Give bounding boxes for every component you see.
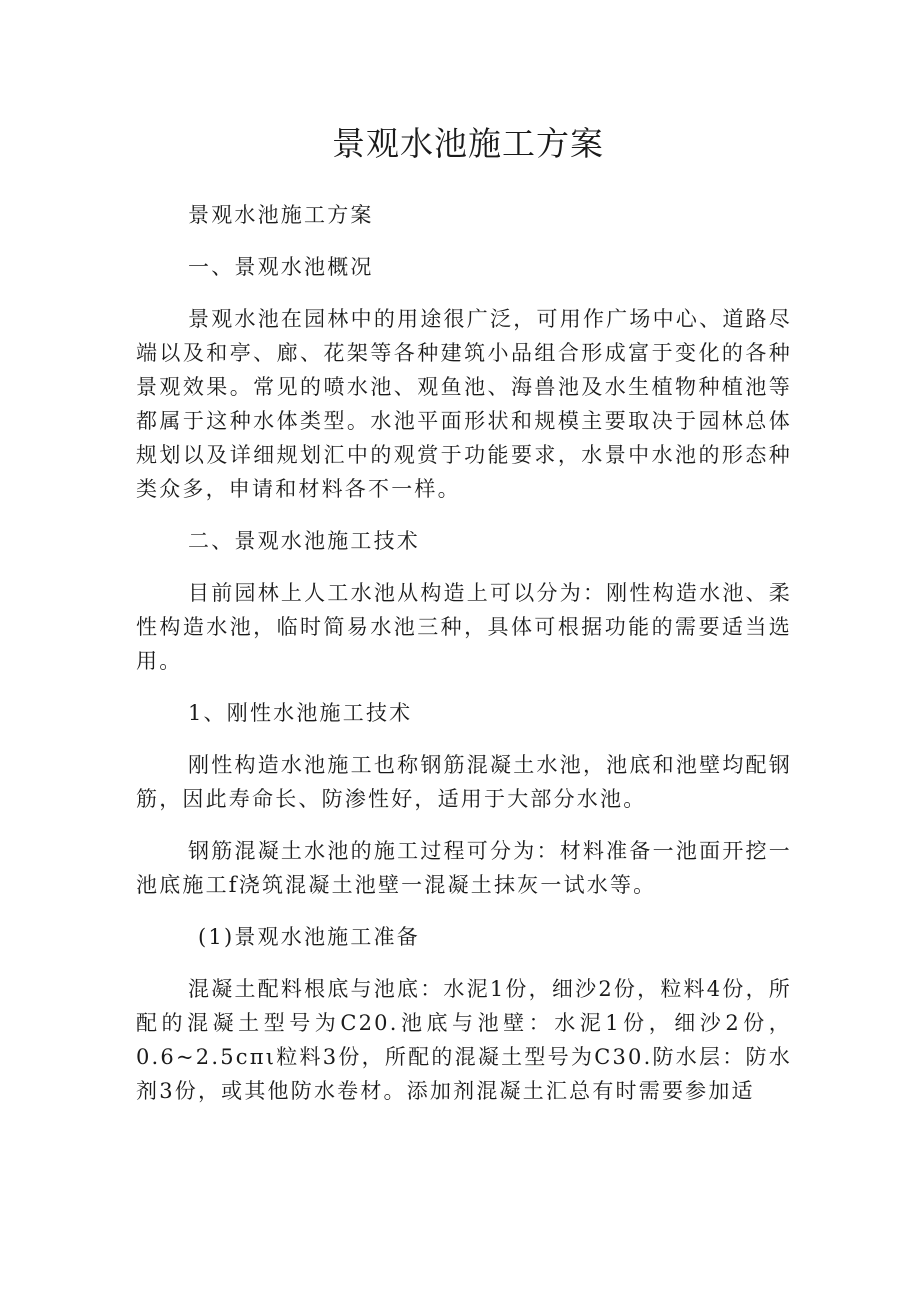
document-subtitle: 景观水池施工方案	[188, 203, 374, 227]
paragraph-rigid-pool: 刚性构造水池施工也称钢筋混凝土水池，池底和池壁均配钢筋，因此寿命长、防渗性好，适用于大部分水池。	[136, 753, 792, 811]
paragraph-concrete-mix: 混凝土配料根底与池底：水泥1份，细沙2份，粒料4份，所配的混凝土型号为C20.池底与池壁：水泥1份，细沙2份，0.6~2.5cπι粒料3份，所配的混凝土型号为C30.防水层：防水剂3份，或其他防水卷材。添加剂混凝土汇总有时需要参加适	[136, 977, 792, 1103]
section-heading-overview: 一、景观水池概况	[188, 255, 374, 279]
paragraph-pool-types: 目前园林上人工水池从构造上可以分为：刚性构造水池、柔性构造水池，临时简易水池三种，具体可根据功能的需要适当选用。	[136, 581, 792, 673]
paragraph-construction-process: 钢筋混凝土水池的施工过程可分为：材料准备一池面开挖一池底施工f浇筑混凝土池壁一混凝土抹灰一试水等。	[136, 839, 792, 897]
document-title: 景观水池施工方案	[332, 124, 604, 163]
subsection-heading-rigid-pool: 1、刚性水池施工技术	[188, 701, 413, 725]
subsection-heading-preparation: (1)景观水池施工准备	[198, 925, 420, 949]
section-heading-construction-tech: 二、景观水池施工技术	[188, 529, 420, 553]
paragraph-overview: 景观水池在园林中的用途很广泛，可用作广场中心、道路尽端以及和亭、廊、花架等各种建筑小品组合形成富于变化的各种景观效果。常见的喷水池、观鱼池、海兽池及水生植物种植池等都属于这种水体类型。水池平面形状和规模主要取决于园林总体规划以及详细规划汇中的观赏于功能要求，水景中水池的形态种类众多，申请和材料各不一样。	[136, 307, 792, 501]
